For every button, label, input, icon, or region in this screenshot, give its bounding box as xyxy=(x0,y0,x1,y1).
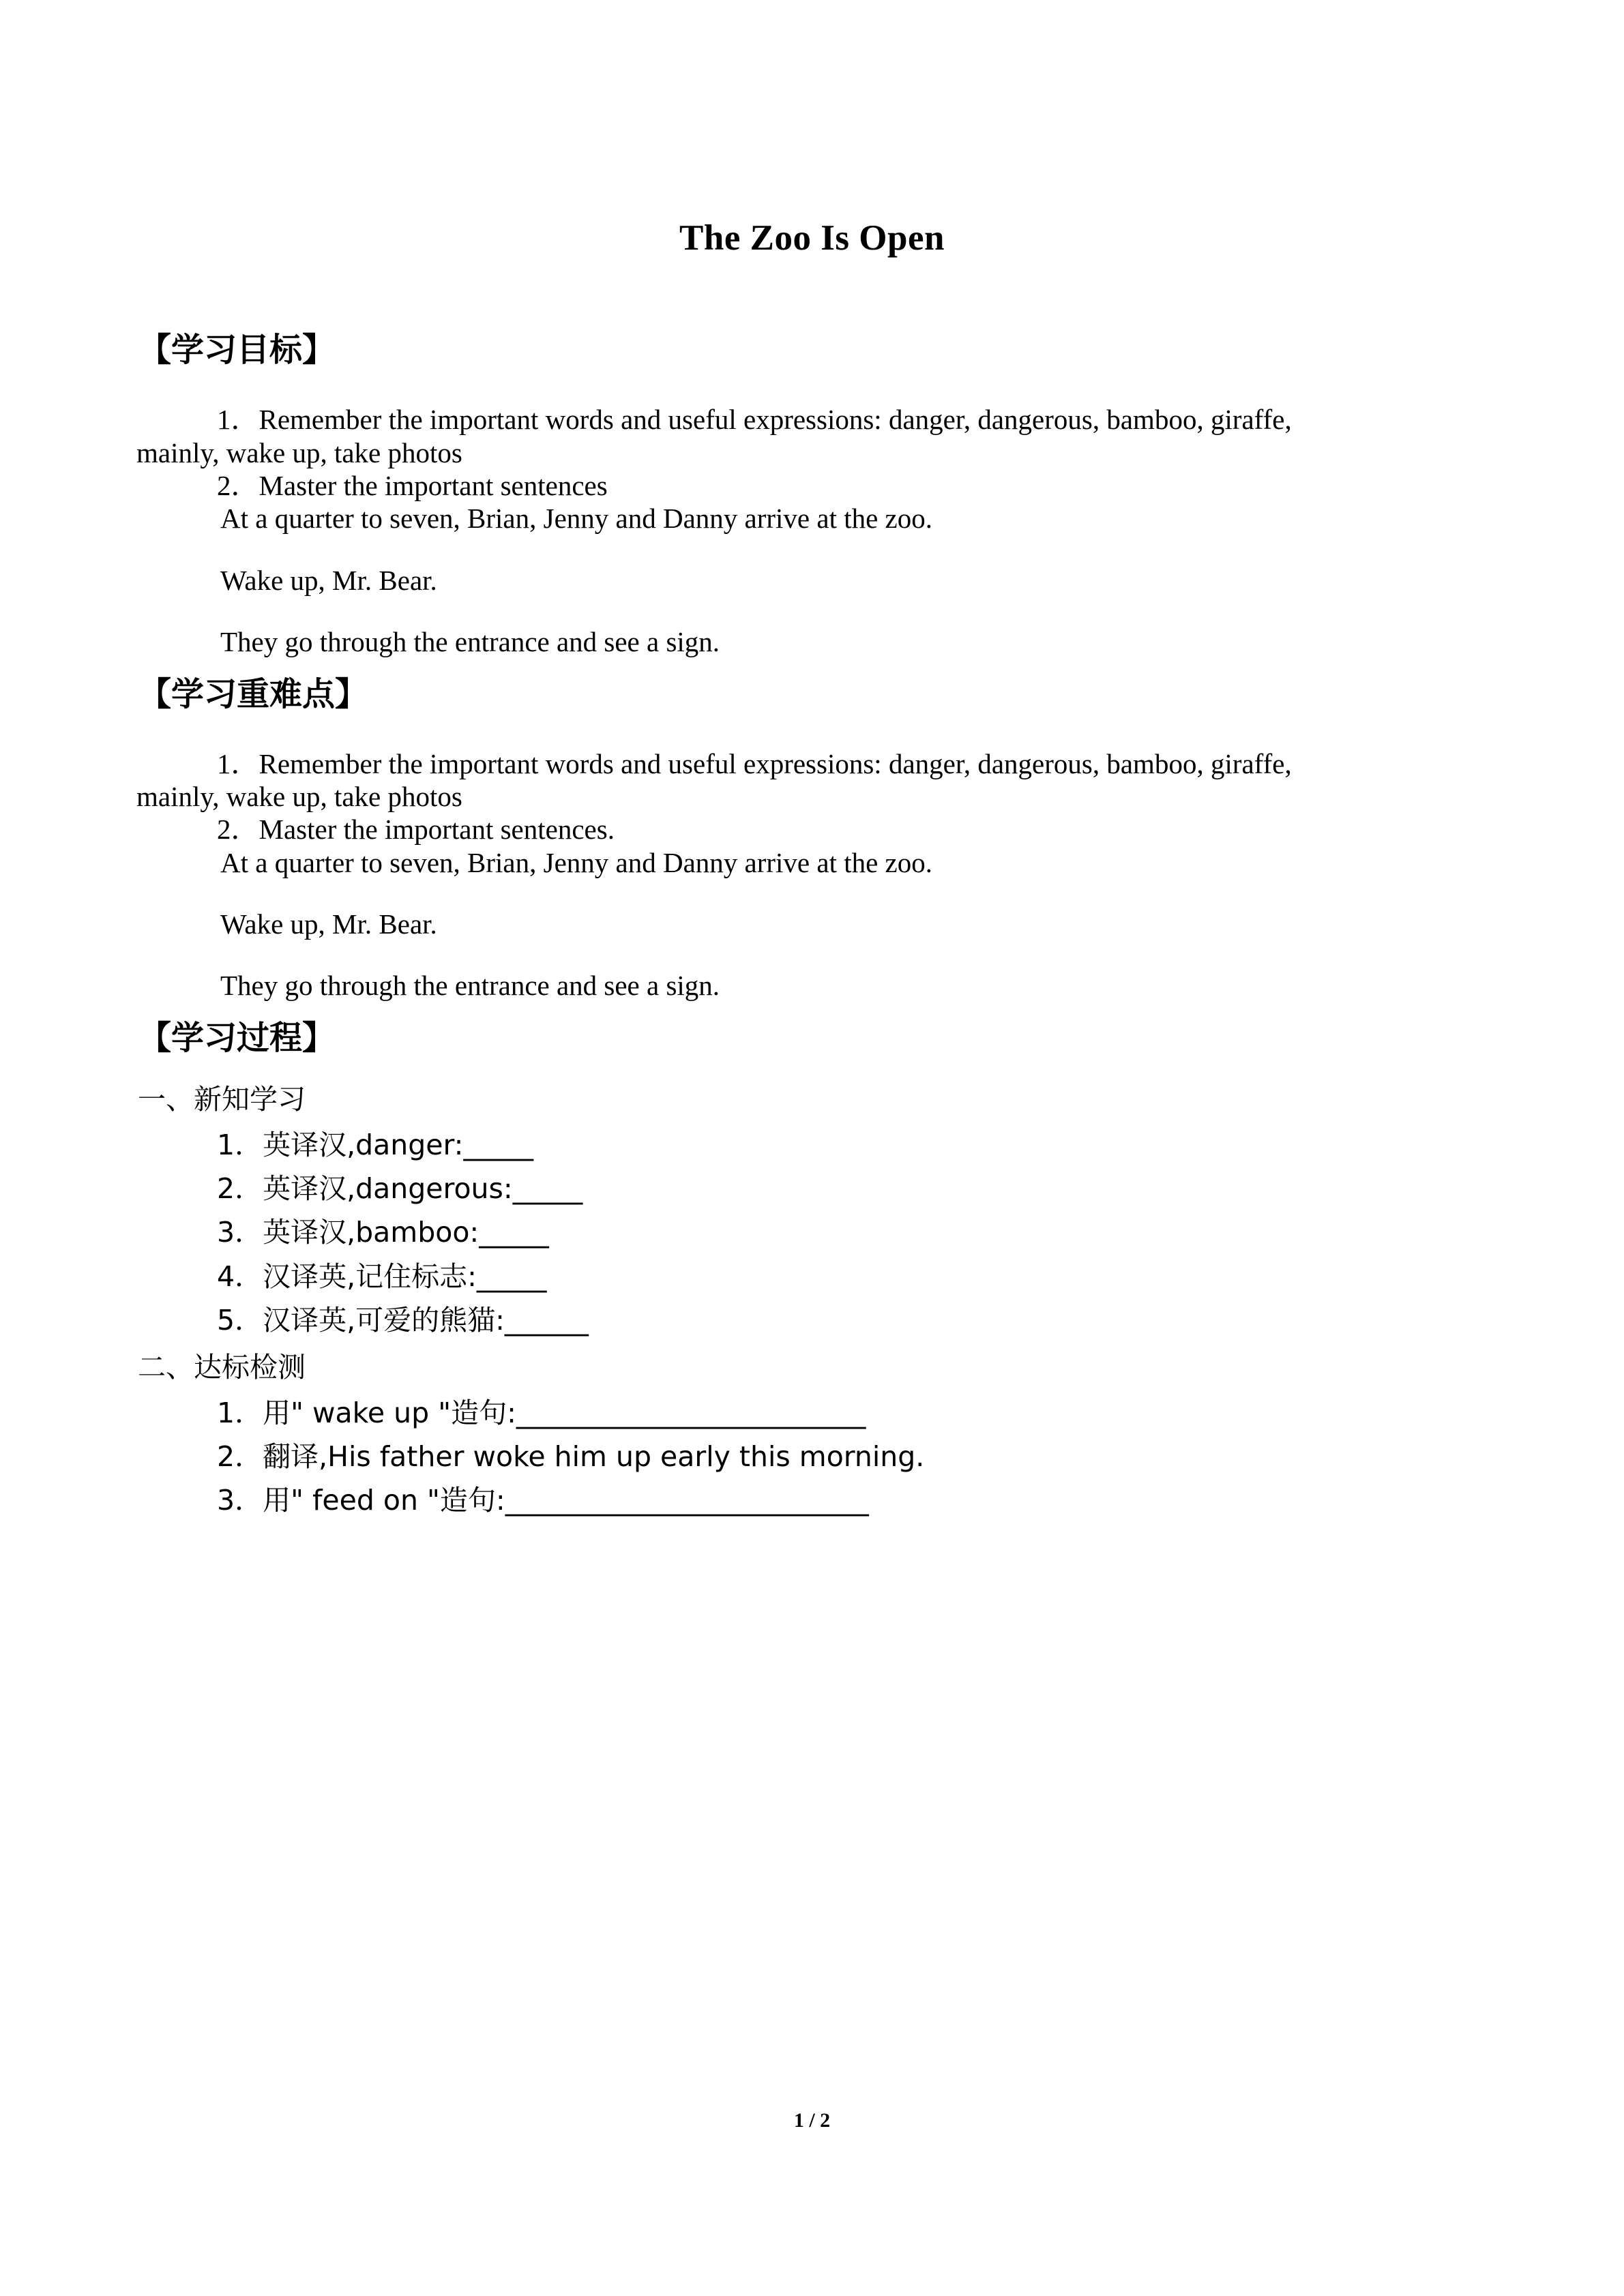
goals-sentence-1: At a quarter to seven, Brian, Jenny and Danny arrive at the zoo. xyxy=(220,503,932,535)
page-title: The Zoo Is Open xyxy=(679,218,945,258)
section-learning-process xyxy=(136,1017,1488,1518)
goals-sentence-3: They go through the entrance and see a sign. xyxy=(220,626,720,658)
goals-item-1-continuation: mainly, wake up, take photos xyxy=(136,436,462,468)
exercise-item-new-5[interactable]: 5．汉译英,可爱的熊猫:______ xyxy=(217,1303,589,1337)
section-learning-goals xyxy=(136,329,1488,658)
exercise-item-test-3[interactable]: 3．用" feed on "造句:__________________________ xyxy=(217,1484,869,1517)
exercise-item-new-4[interactable]: 4．汉译英,记住标志:_____ xyxy=(217,1259,547,1293)
goals-item-2: 2．Master the important sentences xyxy=(217,470,608,502)
section-heading-learning-goals: 【学习目标】 xyxy=(138,331,336,370)
goals-sentence-2: Wake up, Mr. Bear. xyxy=(220,564,437,596)
key-points-item-1-continuation: mainly, wake up, take photos xyxy=(136,780,462,812)
subsection-new-knowledge-label: 一、新知学习 xyxy=(138,1082,306,1116)
key-points-item-1: 1．Remember the important words and useful expressions: danger, dangerous, bamboo, giraffe, xyxy=(217,747,1292,779)
section-heading-key-points: 【学习重难点】 xyxy=(138,674,368,713)
exercise-item-new-1[interactable]: 1．英译汉,danger:_____ xyxy=(217,1128,533,1161)
key-points-sentence-3: They go through the entrance and see a sign. xyxy=(220,970,720,1002)
key-points-sentence-2: Wake up, Mr. Bear. xyxy=(220,908,437,940)
goals-item-1: 1．Remember the important words and useful expressions: danger, dangerous, bamboo, giraffe, xyxy=(217,404,1292,436)
exercise-item-new-3[interactable]: 3．英译汉,bamboo:_____ xyxy=(217,1216,549,1249)
section-heading-learning-process: 【学习过程】 xyxy=(138,1018,336,1057)
key-points-item-2: 2．Master the important sentences. xyxy=(217,814,615,846)
page-number-footer: 1 / 2 xyxy=(793,2109,831,2132)
exercise-item-new-2[interactable]: 2．英译汉,dangerous:_____ xyxy=(217,1172,583,1206)
key-points-sentence-1: At a quarter to seven, Brian, Jenny and Danny arrive at the zoo. xyxy=(220,846,932,878)
exercise-item-test-1[interactable]: 1．用" wake up "造句:_________________________ xyxy=(217,1397,866,1430)
section-key-points xyxy=(136,674,1488,1002)
subsection-assessment-label: 二、达标检测 xyxy=(138,1350,306,1384)
exercise-item-test-2[interactable]: 2．翻译,His father woke him up early this morning. xyxy=(217,1440,925,1474)
